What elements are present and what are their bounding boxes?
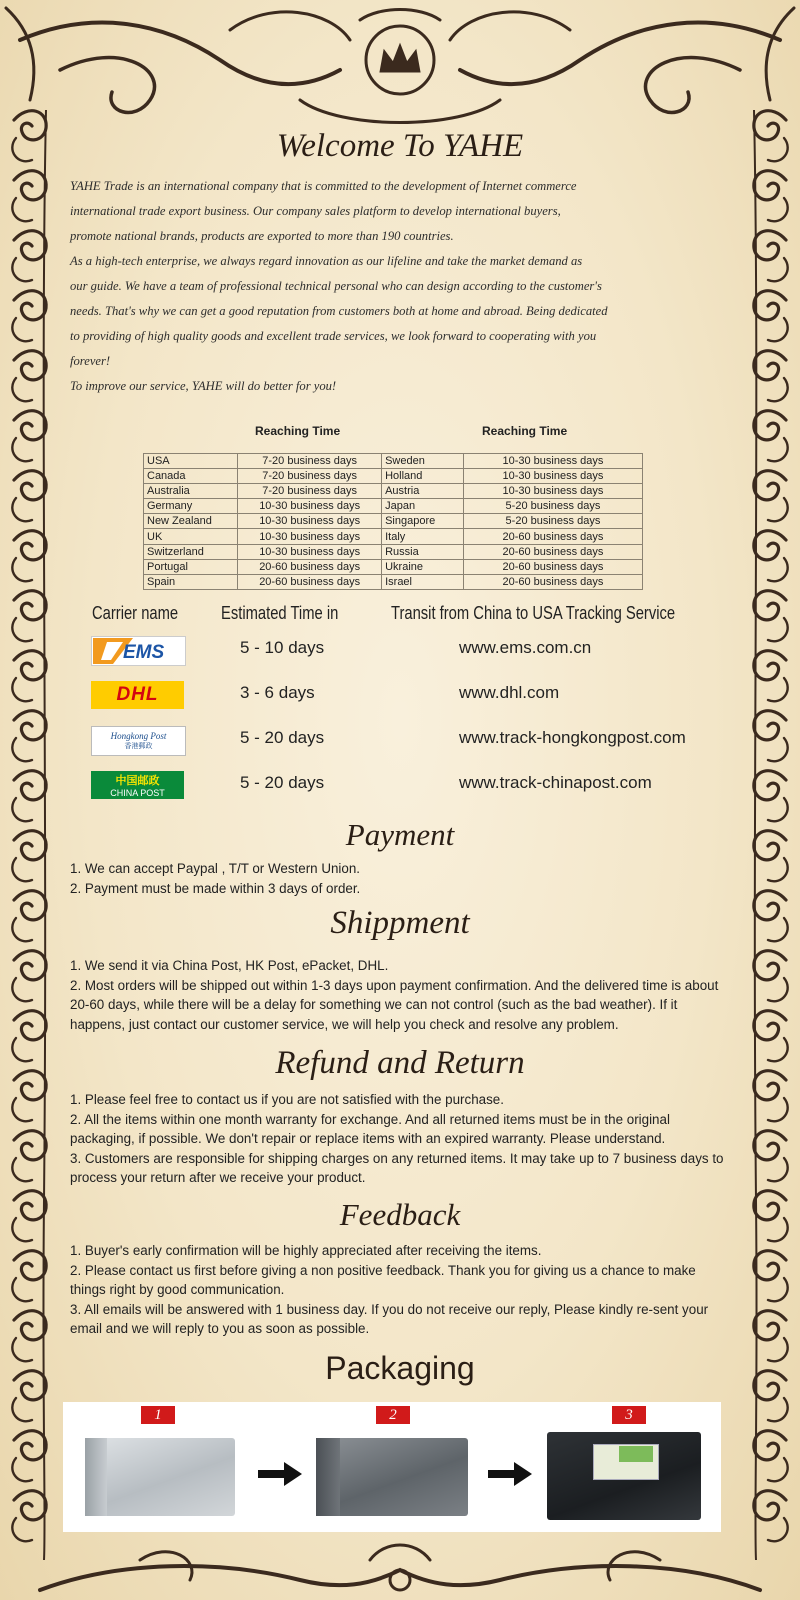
china-post-logo: [91, 771, 184, 799]
welcome-line: international trade export business. Our company sales platform to develop international buyers,: [70, 204, 561, 218]
carrier-tracking-link[interactable]: www.track-hongkongpost.com: [459, 728, 686, 747]
time-cell: 5-20 business days: [463, 514, 642, 529]
step-badge: 1: [141, 1406, 175, 1424]
time-cell: 7-20 business days: [238, 469, 382, 484]
time-cell: 10-30 business days: [463, 484, 642, 499]
country-cell: Switzerland: [144, 544, 238, 559]
step-badge: 3: [612, 1406, 646, 1424]
carrier-tracking-link[interactable]: www.dhl.com: [459, 683, 560, 702]
bottom-ornament: [40, 1545, 760, 1590]
arrow-right-icon: [258, 1462, 302, 1486]
carrier-days: 5 - 10 days: [240, 638, 325, 657]
time-cell: 20-60 business days: [238, 574, 382, 589]
time-cell: 10-30 business days: [238, 544, 382, 559]
country-cell: UK: [144, 529, 238, 544]
reaching-time-header-right: Reaching Time: [482, 424, 568, 438]
carrier-tracking-link[interactable]: www.track-chinapost.com: [459, 773, 652, 792]
hongkong-post-logo: [91, 726, 186, 756]
refund-line: 2. All the items within one month warranty for exchange. And all returned items must be in the original packaging, if possible. We don't repair or replace items with an expired warranty. Please understand.: [70, 1111, 670, 1146]
package-photo-step-3: [547, 1432, 701, 1520]
time-cell: 5-20 business days: [463, 499, 642, 514]
country-cell: Sweden: [382, 454, 464, 469]
carrier-days: 5 - 20 days: [240, 728, 325, 747]
time-cell: 20-60 business days: [463, 529, 642, 544]
welcome-line: needs. That's why we can get a good reputation from customers both at home and abroad. Being dedicated: [70, 304, 608, 318]
arrow-right-icon: [488, 1462, 532, 1486]
country-cell: Japan: [382, 499, 464, 514]
package-photo-step-1: [85, 1438, 235, 1516]
country-cell: Israel: [382, 574, 464, 589]
ems-logo: [91, 636, 186, 666]
packaging-title: Packaging: [325, 1350, 475, 1386]
time-cell: 10-30 business days: [238, 529, 382, 544]
feedback-line: 3. All emails will be answered with 1 business day. If you do not receive our reply, Please kindly re-sent your email and we will reply to you as soon as possible.: [70, 1301, 709, 1336]
welcome-title: Welcome To YAHE: [276, 128, 524, 164]
reaching-time-row: [144, 544, 643, 559]
welcome-line: To improve our service, YAHE will do better for you!: [70, 379, 337, 393]
top-crown-ornament: [6, 8, 794, 123]
estimated-time-header: Estimated Time in: [221, 603, 339, 623]
welcome-line: forever!: [70, 354, 111, 368]
country-cell: New Zealand: [144, 514, 238, 529]
reaching-time-row: [144, 499, 643, 514]
country-cell: Spain: [144, 574, 238, 589]
china-post-logo-text: 中国邮政: [115, 775, 160, 787]
carrier-row-dhl: [0, 679, 800, 711]
shipment-text: [70, 956, 735, 1034]
country-cell: Canada: [144, 469, 238, 484]
carrier-row-china-post: [0, 769, 800, 801]
carrier-tracking-link[interactable]: www.ems.com.cn: [459, 638, 592, 657]
time-cell: 20-60 business days: [463, 559, 642, 574]
reaching-time-row: [144, 529, 643, 544]
reaching-time-row: [144, 454, 643, 469]
ems-logo-text: EMS: [123, 642, 165, 663]
time-cell: 10-30 business days: [238, 514, 382, 529]
feedback-line: 1. Buyer's early confirmation will be highly appreciated after receiving the items.: [70, 1243, 542, 1258]
packaging-steps-panel: [63, 1402, 721, 1532]
reaching-time-row: [144, 469, 643, 484]
time-cell: 7-20 business days: [238, 484, 382, 499]
time-cell: 10-30 business days: [463, 454, 642, 469]
dhl-logo: DHL: [91, 681, 184, 709]
time-cell: 20-60 business days: [463, 544, 642, 559]
reaching-time-header-left: Reaching Time: [255, 424, 341, 438]
welcome-line: As a high-tech enterprise, we always regard innovation as our lifeline and take the market demand as: [70, 254, 583, 268]
welcome-text: [70, 174, 750, 399]
carrier-row-ems: [0, 634, 800, 666]
time-cell: 10-30 business days: [463, 469, 642, 484]
carrier-days: 5 - 20 days: [240, 773, 325, 792]
welcome-line: our guide. We have a team of professional technical personal who can design according to the customer's: [70, 279, 602, 293]
step-badge: 2: [376, 1406, 410, 1424]
time-cell: 10-30 business days: [238, 499, 382, 514]
time-cell: 20-60 business days: [238, 559, 382, 574]
feedback-line: 2. Please contact us first before giving a non positive feedback. Thank you for giving us a chance to make things right by good communication.: [70, 1262, 696, 1297]
reaching-time-row: [144, 574, 643, 589]
carrier-row-hongkong-post: [0, 724, 800, 756]
country-cell: USA: [144, 454, 238, 469]
package-photo-step-2: [316, 1438, 468, 1516]
country-cell: Ukraine: [382, 559, 464, 574]
carrier-name-header: Carrier name: [92, 603, 179, 623]
payment-text: [70, 859, 735, 898]
payment-line: 1. We can accept Paypal , T/T or Western Union.: [70, 861, 361, 876]
welcome-line: to providing of high quality goods and excellent trade services, we look forward to cooperating with you: [70, 329, 597, 343]
reaching-time-row: [144, 514, 643, 529]
welcome-line: YAHE Trade is an international company that is committed to the development of Internet commerce: [70, 179, 577, 193]
refund-line: 3. Customers are responsible for shipping charges on any returned items. It may take up to 7 business days to process your return after we receive your product.: [70, 1150, 724, 1185]
shipment-line: 1. We send it via China Post, HK Post, ePacket, DHL.: [70, 958, 389, 973]
hongkong-post-logo-subtext: 香港郵政: [124, 743, 153, 750]
shipment-title: Shippment: [330, 905, 470, 941]
payment-line: 2. Payment must be made within 3 days of order.: [70, 880, 361, 896]
time-cell: 20-60 business days: [463, 574, 642, 589]
payment-title: Payment: [345, 817, 455, 852]
country-cell: Australia: [144, 484, 238, 499]
country-cell: Russia: [382, 544, 464, 559]
reaching-time-row: [144, 559, 643, 574]
time-cell: 7-20 business days: [238, 454, 382, 469]
hongkong-post-logo-text: Hongkong Post: [110, 731, 167, 741]
refund-title: Refund and Return: [275, 1045, 525, 1081]
refund-text: [70, 1090, 735, 1188]
china-post-logo-subtext: CHINA POST: [110, 788, 165, 798]
shipment-line: 2. Most orders will be shipped out within 1-3 days upon payment confirmation. And the delivered time is about 20-60 days, while there will be a delay for something we can not control (such as the bad weather). If it happens, just contact our customer service, we will help you check and resolve any problem.: [70, 977, 719, 1032]
country-cell: Germany: [144, 499, 238, 514]
reaching-time-row: [144, 484, 643, 499]
country-cell: Austria: [382, 484, 464, 499]
country-cell: Italy: [382, 529, 464, 544]
feedback-text: [70, 1241, 735, 1339]
country-cell: Singapore: [382, 514, 464, 529]
country-cell: Holland: [382, 469, 464, 484]
welcome-line: promote national brands, products are exported to more than 190 countries.: [70, 229, 454, 243]
carrier-days: 3 - 6 days: [240, 683, 315, 702]
country-cell: Portugal: [144, 559, 238, 574]
feedback-title: Feedback: [339, 1197, 461, 1232]
tracking-service-header: Transit from China to USA Tracking Service: [391, 603, 676, 623]
reaching-time-table: [143, 453, 643, 590]
ems-logo-icon: [93, 638, 184, 664]
refund-line: 1. Please feel free to contact us if you are not satisfied with the purchase.: [70, 1092, 504, 1107]
